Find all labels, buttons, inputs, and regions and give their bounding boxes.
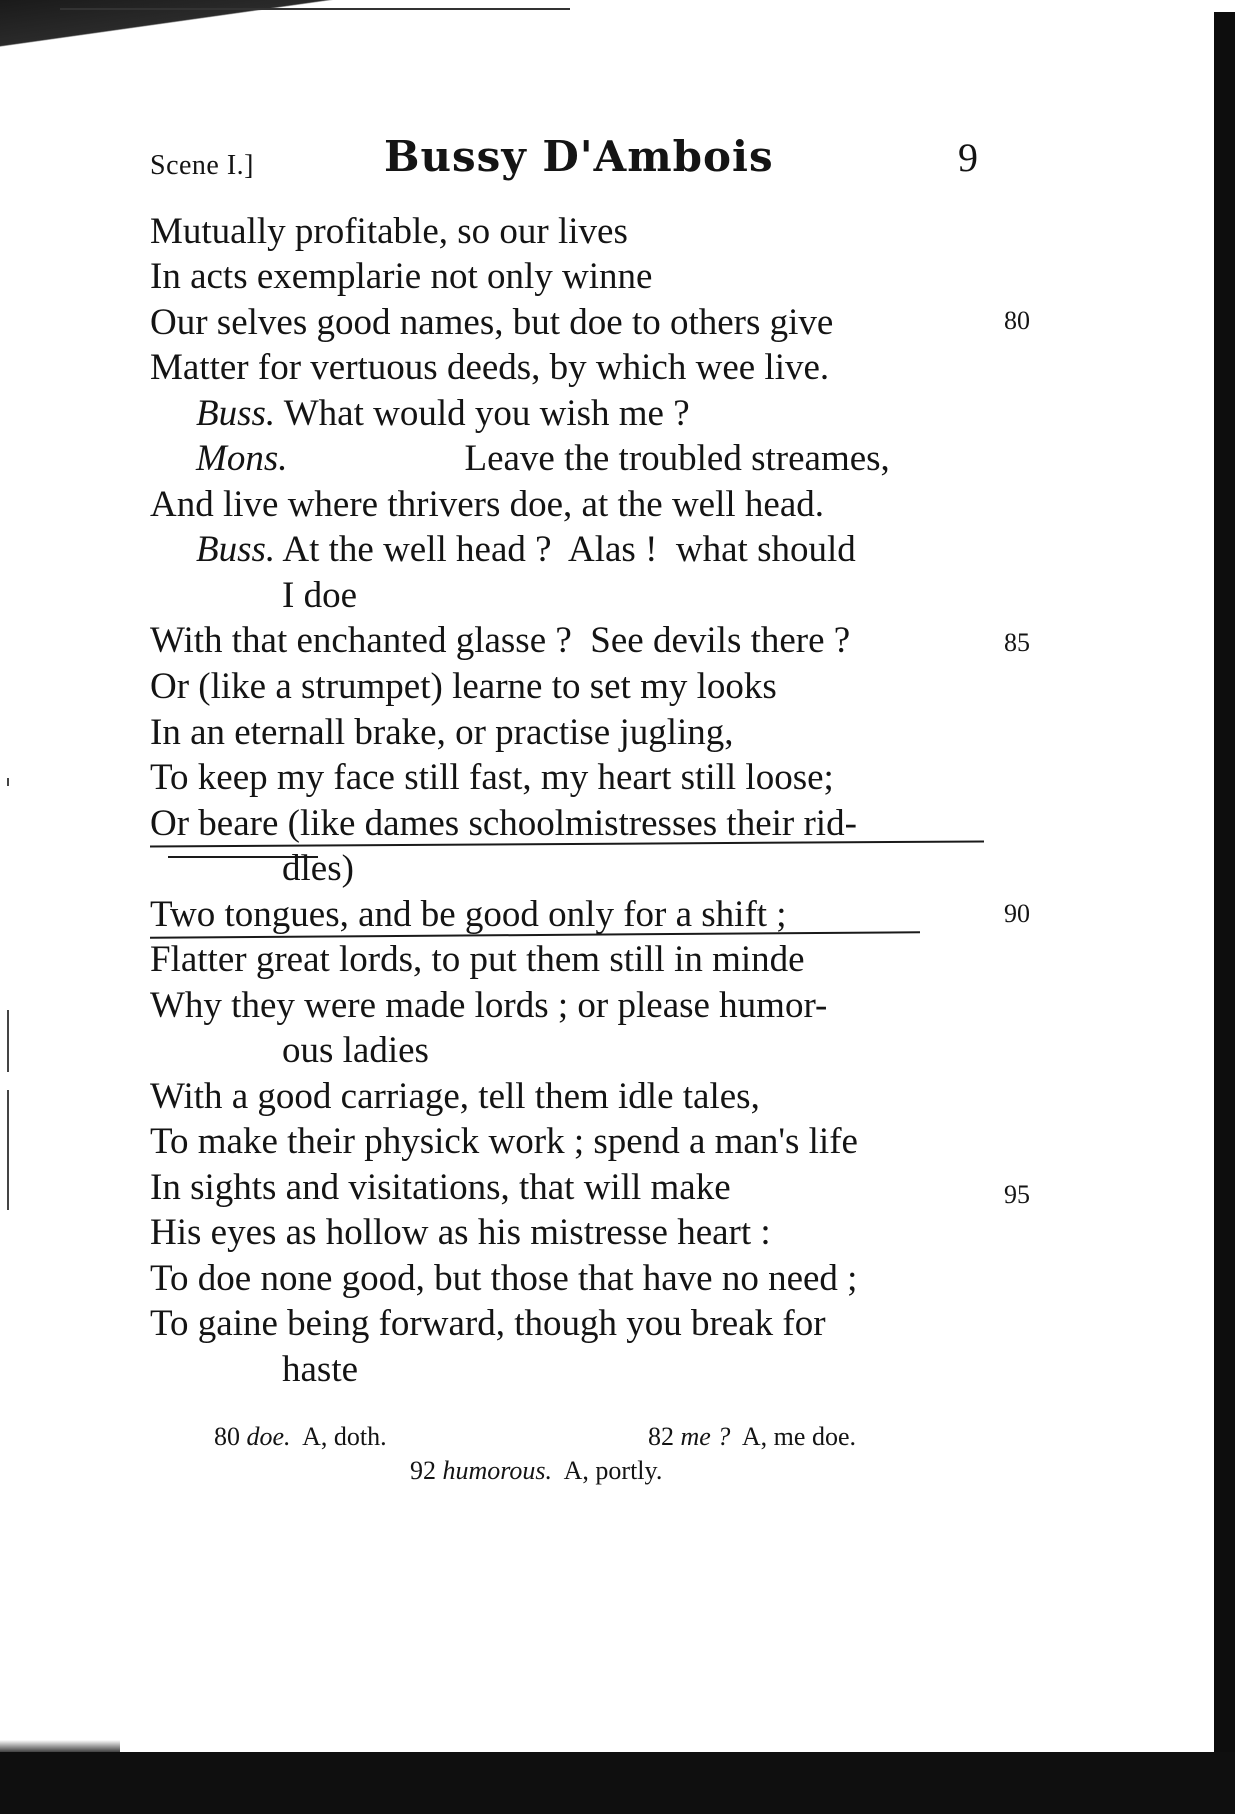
verse-line: Our selves good names, but doe to others give bbox=[150, 302, 834, 343]
verse-line: Or (like a strumpet) learne to set my looks bbox=[150, 666, 777, 707]
verse-line: In an eternall brake, or practise jugling, bbox=[150, 712, 734, 753]
verse-line: Or beare (like dames schoolmistresses their rid- bbox=[150, 803, 857, 844]
verse-line: And live where thrivers doe, at the well head. bbox=[150, 484, 824, 525]
verse-line: To keep my face still fast, my heart still loose; bbox=[150, 757, 834, 798]
page-number: 9 bbox=[958, 135, 978, 180]
line-number: 85 bbox=[1004, 628, 1030, 657]
scan-speck bbox=[7, 778, 9, 786]
verse-line: Buss. What would you wish me ? bbox=[196, 393, 690, 434]
footnote: 82 me ? A, me doe. bbox=[648, 1422, 856, 1451]
running-header-scene: Scene I.] bbox=[150, 150, 255, 181]
verse-line: To gaine being forward, though you break for bbox=[150, 1303, 826, 1344]
scan-speck bbox=[7, 1010, 9, 1072]
verse-line: His eyes as hollow as his mistresse heart : bbox=[150, 1212, 771, 1253]
verse-line: Why they were made lords ; or please humor- bbox=[150, 985, 828, 1026]
verse-line: Buss. At the well head ? Alas ! what should bbox=[196, 529, 856, 570]
verse-line: Two tongues, and be good only for a shift ; bbox=[150, 894, 787, 935]
footnote: 92 humorous. A, portly. bbox=[410, 1456, 663, 1485]
verse-line: Flatter great lords, to put them still in minde bbox=[150, 939, 805, 980]
line-number: 95 bbox=[1004, 1180, 1030, 1209]
scan-shadow-right bbox=[1214, 12, 1235, 1814]
line-number: 90 bbox=[1004, 899, 1030, 928]
verse-line: With a good carriage, tell them idle tales, bbox=[150, 1076, 760, 1117]
verse-line: In sights and visitations, that will make bbox=[150, 1167, 731, 1208]
footnote: 80 doe. A, doth. bbox=[214, 1422, 387, 1451]
verse-line: Mutually profitable, so our lives bbox=[150, 211, 628, 252]
scan-shadow-bottom bbox=[0, 1752, 1235, 1814]
speaker-name: Buss. bbox=[196, 393, 276, 434]
verse-line: In acts exemplarie not only winne bbox=[150, 256, 653, 297]
scan-edge-top bbox=[60, 8, 570, 10]
verse-line: Mons. Leave the troubled streames, bbox=[196, 438, 890, 479]
verse-line: To doe none good, but those that have no need ; bbox=[150, 1258, 858, 1299]
verse-line: Matter for vertuous deeds, by which wee live. bbox=[150, 347, 830, 388]
running-header-title: Bussy D'Ambois bbox=[384, 132, 774, 181]
speaker-name: Buss. bbox=[196, 529, 276, 570]
verse-line-continuation: haste bbox=[282, 1349, 359, 1390]
verse-line-continuation: I doe bbox=[282, 575, 357, 616]
scan-speck bbox=[7, 1090, 9, 1210]
verse-line: With that enchanted glasse ? See devils there ? bbox=[150, 620, 851, 661]
verse-line: To make their physick work ; spend a man's life bbox=[150, 1121, 858, 1162]
line-number: 80 bbox=[1004, 306, 1030, 335]
verse-line-continuation: dles) bbox=[282, 848, 354, 889]
speaker-name: Mons. bbox=[196, 438, 288, 479]
verse-line-continuation: ous ladies bbox=[282, 1030, 429, 1071]
